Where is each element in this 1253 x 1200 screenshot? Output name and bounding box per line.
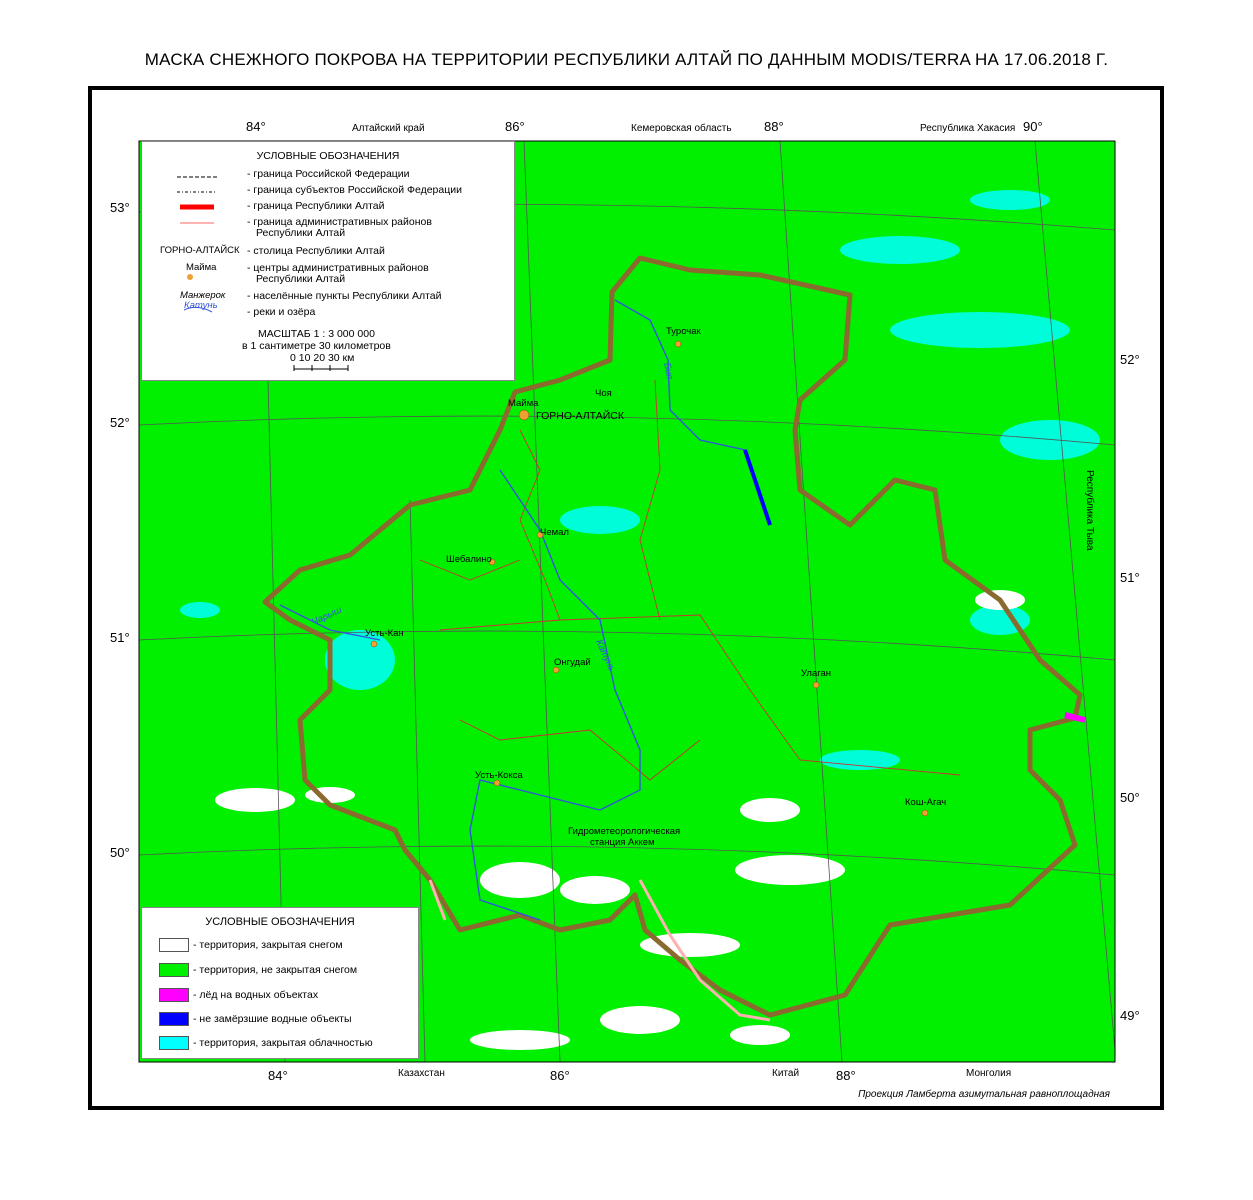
right-lat-51: 51°	[1120, 570, 1140, 585]
legend-scale-title: МАСШТАБ 1 : 3 000 000	[258, 328, 375, 340]
river-biya-label: Бия	[661, 362, 675, 381]
no-snow-swatch	[159, 963, 189, 977]
snow-label: - территория, закрытая снегом	[193, 939, 343, 951]
legend-rf-border: - граница Российской Федерации	[247, 168, 410, 180]
legend-scale-note: в 1 сантиметре 30 километров	[242, 340, 391, 352]
right-lat-50: 50°	[1120, 790, 1140, 805]
legend-ice-item	[159, 988, 318, 1002]
top-lon-86: 86°	[505, 119, 525, 134]
right-lat-49: 49°	[1120, 1008, 1140, 1023]
legend-symbols	[141, 141, 515, 381]
left-lat-51: 51°	[110, 630, 130, 645]
label-mongolia: Монголия	[966, 1068, 1012, 1079]
ice-label: - лёд на водных объектах	[193, 989, 319, 1001]
top-lon-88: 88°	[764, 119, 784, 134]
legend-symbol-river: Катунь	[184, 300, 218, 311]
town-ust-koksa: Усть-Кокса	[475, 770, 523, 781]
legend-rivers: - реки и озёра	[247, 306, 316, 318]
bottom-lon-86: 86°	[550, 1068, 570, 1083]
bottom-lon-84: 84°	[268, 1068, 288, 1083]
label-altai-krai: Алтайский край	[352, 123, 425, 134]
town-shebalino: Шебалино	[446, 554, 492, 565]
cloud-swatch	[159, 1036, 189, 1050]
water-swatch	[159, 1012, 189, 1026]
water-label: - не замёрзшие водные объекты	[193, 1013, 352, 1025]
ice-swatch	[159, 988, 189, 1002]
top-lon-90: 90°	[1023, 119, 1043, 134]
legend-scale-ticks: 0 10 20 30 км	[290, 352, 355, 364]
label-khakasia: Республика Хакасия	[920, 123, 1016, 134]
legend-admin-border-2: Республики Алтай	[256, 227, 346, 239]
town-mayma: Майма	[508, 398, 539, 409]
legend-centers: - центры административных районов	[247, 262, 429, 274]
bottom-lon-88: 88°	[836, 1068, 856, 1083]
legend-snow-classes	[141, 907, 419, 1059]
legend-settlements: - населённые пункты Республики Алтай	[247, 290, 442, 302]
river-katun-label: Катунь	[593, 638, 618, 674]
town-turochak: Турочак	[666, 326, 701, 337]
map-title: МАСКА СНЕЖНОГО ПОКРОВА НА ТЕРРИТОРИИ РЕСПУБЛИКИ АЛТАЙ ПО ДАННЫМ MODIS/TERRA НА 17.06.2018 Г.	[144, 50, 1109, 69]
right-lat-52: 52°	[1120, 352, 1140, 367]
station-label-1: Гидрометеорологическая	[568, 826, 681, 837]
label-china: Китай	[772, 1068, 800, 1079]
no-snow-label: - территория, не закрытая снегом	[193, 964, 358, 976]
legend-water-item	[159, 1012, 352, 1026]
top-lon-84: 84°	[246, 119, 266, 134]
town-kosh-agach: Кош-Агач	[905, 797, 947, 808]
label-tyva: Республика Тыва	[1084, 470, 1095, 551]
legend-symbols-heading: УСЛОВНЫЕ ОБОЗНАЧЕНИЯ	[256, 150, 400, 162]
town-ulagan: Улаган	[801, 668, 832, 679]
town-chemal: Чемал	[540, 527, 569, 538]
legend-no-snow-item	[159, 963, 357, 977]
legend-cloud-item	[159, 1036, 373, 1050]
legend-admin-border: - граница административных районов	[247, 216, 432, 228]
snow-swatch	[159, 938, 189, 952]
station-label-2: станция Аккем	[590, 837, 655, 848]
legend-symbol-center: Майма	[186, 262, 217, 273]
town-ust-kan: Усть-Кан	[365, 628, 404, 639]
legend-centers-2: Республики Алтай	[256, 273, 346, 285]
legend-republic-border: - граница Республики Алтай	[247, 200, 385, 212]
legend-snow-item	[159, 938, 343, 952]
town-ongudai: Онгудай	[554, 657, 591, 668]
legend-capital: - столица Республики Алтай	[247, 245, 385, 257]
legend-symbol-settlement: Манжерок	[180, 290, 226, 301]
left-lat-52: 52°	[110, 415, 130, 430]
cloud-label: - территория, закрытая облачностью	[193, 1037, 373, 1049]
projection-note: Проекция Ламберта азимутальная равноплощадная	[858, 1089, 1110, 1100]
town-choya: Чоя	[595, 388, 612, 399]
left-lat-53: 53°	[110, 200, 130, 215]
legend-subject-border: - граница субъектов Российской Федерации	[247, 184, 462, 196]
label-kazakhstan: Казахстан	[398, 1068, 445, 1079]
town-gorno-altaysk: ГОРНО-АЛТАЙСК	[536, 410, 624, 422]
legend-snow-heading: УСЛОВНЫЕ ОБОЗНАЧЕНИЯ	[205, 916, 355, 928]
river-charysh-label: Чарыш	[310, 604, 344, 628]
left-lat-50: 50°	[110, 845, 130, 860]
legend-symbol-capital: ГОРНО-АЛТАЙСК	[160, 245, 240, 256]
label-kemerovo: Кемеровская область	[631, 123, 732, 134]
